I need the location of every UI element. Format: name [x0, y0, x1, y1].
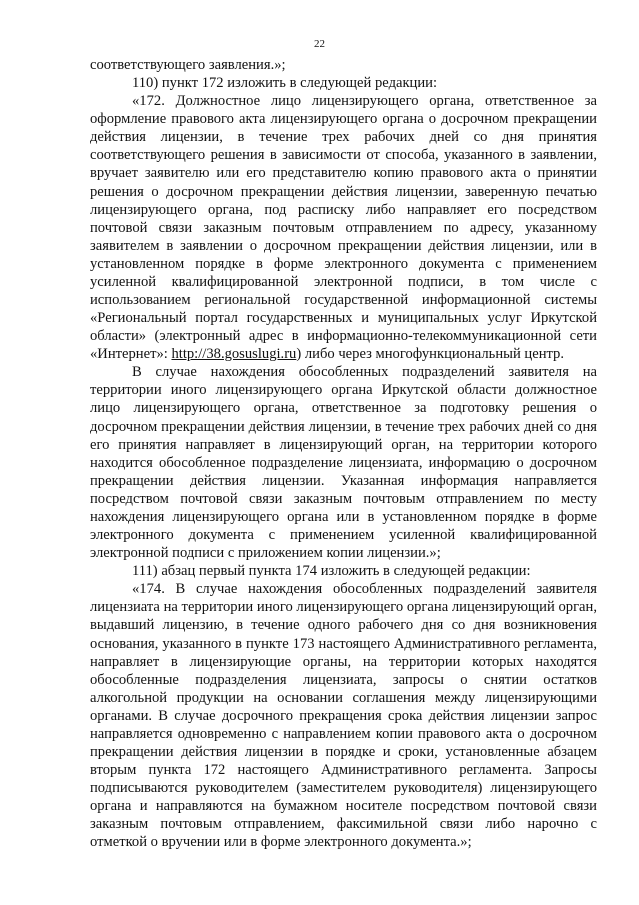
document-body — [90, 56, 597, 851]
page-number: 22 — [314, 38, 325, 50]
paragraph-text: «174. В случае нахождения обособленных подразделений заявителя лицензиата на территории иного лицензирующего органа лицензирующий орган, выдавший лицензию, в течение одного рабочего дня со дня возникновения основания, указанного в пункте 173 настоящего Административного регламента, направляет в лицензирующие органы, на территории которых находятся обособленные подразделения лицензиата, запросы о снятии остатков алкогольной продукции на основании соглашения между лицензирующими органами. В случае досрочного прекращения срока действия лицензии запрос направляется одновременно с направлением копии правового акта о досрочном прекращении действия лицензии в порядке и сроки, установленные абзацем вторым пункта 172 настоящего Административного регламента. Запросы подписываются руководителем (заместителем руководителя) лицензирующего органа и направляются на бумажном носителе посредством почтовой связи заказным почтовым отправлением, факсимильной связи либо нарочно с отметкой о вручении или в форме электронного документа.»; — [90, 581, 597, 851]
paragraph-item-110 — [90, 74, 597, 92]
paragraph-text: «172. Должностное лицо лицензирующего органа, ответственное за оформление правового акта лицензирующего органа о досрочном прекращении действия лицензии, в течение трех рабочих дней со дня принятия соответствующего решения в зависимости от способа, указанного в заявлении, вручает заявителю или его представителю копию правового акта о принятии решения о досрочном прекращении действия лицензии, заверенную печатью лицензирующего органа, под расписку либо направляет его посредством почтовой связи заказным почтовым отправлением по адресу, указанному заявителем в заявлении о досрочном прекращении действия лицензии, или в установленном порядке в форме электронного документа с применением усиленной квалифицированной электронной подписи, в том числе с использованием региональной государственной информационной системы «Региональный портал государственных и муниципальных услуг Иркутской области» (электронный адрес в информационно-телекоммуникационной сети «Интернет»: — [90, 93, 597, 363]
gosuslugi-link[interactable]: http://38.gosuslugi.ru — [171, 346, 297, 363]
paragraph-text: 111) абзац первый пункта 174 изложить в следующей редакции: — [132, 563, 531, 580]
paragraph-text: 110) пункт 172 изложить в следующей редакции: — [132, 75, 438, 92]
paragraph-clause-174 — [90, 580, 597, 851]
paragraph-text: В случае нахождения обособленных подразделений заявителя на территории иного лицензирующего органа Иркутской области должностное лицо лицензирующего органа, ответственное за подготовку решения о досрочном прекращении действия лицензии, в течение трех рабочих дней со дня его принятия направляет в лицензирующий орган, на территории которого находится обособленное подразделение лицензиата, информацию о досрочном прекращении действия лицензии. Указанная информация направляется посредством почтовой связи заказным почтовым отправлением по месту нахождения лицензирующего органа или в установленном порядке в форме электронного документа с применением усиленной квалифицированной электронной подписи с приложением копии лицензии.»; — [90, 364, 597, 562]
paragraph-continuation — [90, 56, 597, 74]
paragraph-text: соответствующего заявления.»; — [90, 57, 286, 73]
paragraph-separate-units — [90, 363, 597, 562]
paragraph-clause-172 — [90, 92, 597, 363]
paragraph-tail-text: ) либо через многофункциональный центр. — [296, 346, 565, 363]
paragraph-item-111 — [90, 562, 597, 580]
